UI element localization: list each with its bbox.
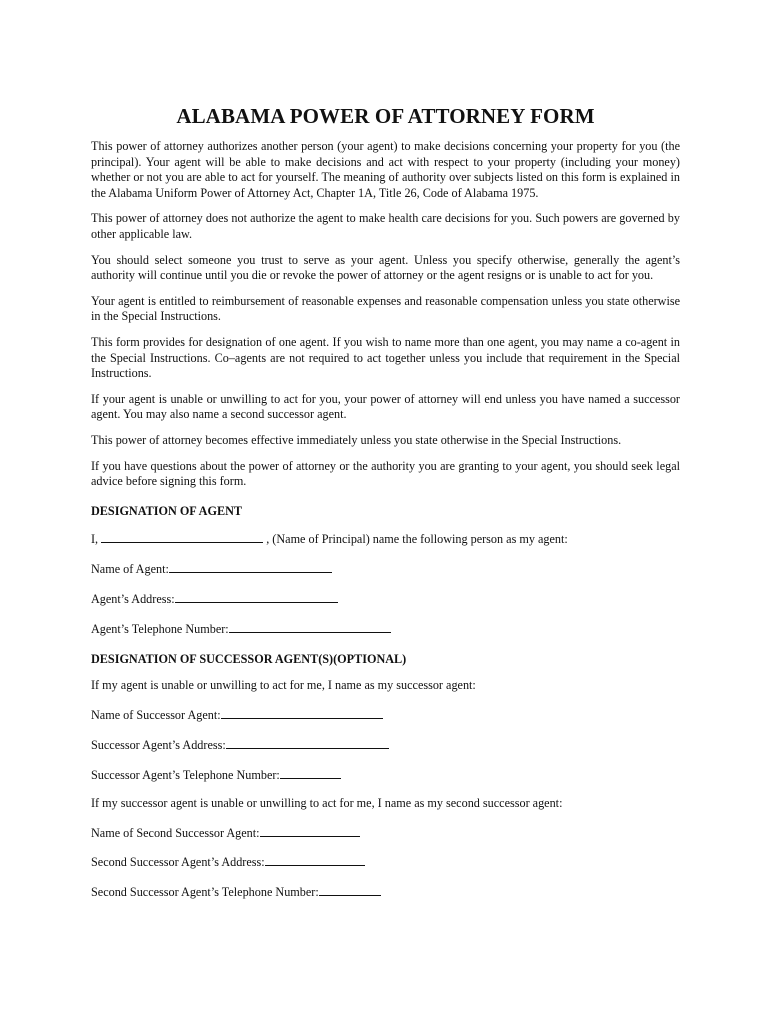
agent-phone-line xyxy=(91,620,680,638)
agent-phone-blank[interactable] xyxy=(229,620,391,633)
paragraph-effective: This power of attorney becomes effective immediately unless you state otherwise in the Special Instructions. xyxy=(91,432,622,447)
second-successor-name-label: Name of Second Successor Agent: xyxy=(91,825,260,840)
successor-intro: If my agent is unable or unwilling to act for me, I name as my successor agent: xyxy=(91,678,476,693)
successor-name-line xyxy=(91,706,680,724)
successor-name-blank[interactable] xyxy=(221,706,383,719)
second-successor-name-line xyxy=(91,824,680,842)
second-successor-name-blank[interactable] xyxy=(260,824,360,837)
agent-phone-label: Agent’s Telephone Number: xyxy=(91,621,229,636)
second-successor-address-label: Second Successor Agent’s Address: xyxy=(91,855,265,870)
paragraph-select-agent: You should select someone you trust to serve as your agent. Unless you specify otherwise, generally the agent’s authority will continue until you die or revoke the power of attorney or the agent resigns or is unable to act for you. xyxy=(91,252,680,283)
principal-line xyxy=(91,530,680,548)
agent-address-blank[interactable] xyxy=(175,590,338,603)
successor-address-blank[interactable] xyxy=(226,736,389,749)
successor-agent-heading: DESIGNATION OF SUCCESSOR AGENT(S)(OPTIONAL) xyxy=(91,651,407,666)
document-page xyxy=(91,104,680,913)
paragraph-intro: This power of attorney authorizes another person (your agent) to make decisions concerning your property for you (the principal). Your agent will be able to make decisions and act with respect to your property (including your money) whether or not you are able to act for yourself. The meaning of authority over subjects listed on this form is explained in the Alabama Uniform Power of Attorney Act, Chapter 1A, Title 26, Code of Alabama 1975. xyxy=(91,139,680,200)
second-successor-address-line xyxy=(91,853,680,871)
successor-phone-line xyxy=(91,766,680,784)
successor-phone-blank[interactable] xyxy=(280,766,341,779)
second-successor-address-blank[interactable] xyxy=(265,853,365,866)
agent-name-line xyxy=(91,560,680,578)
agent-address-label: Agent’s Address: xyxy=(91,592,175,607)
agent-name-label: Name of Agent: xyxy=(91,562,169,577)
paragraph-health-care: This power of attorney does not authorize the agent to make health care decisions for you. Such powers are governed by other applicable law. xyxy=(91,211,680,241)
principal-name-blank[interactable] xyxy=(101,530,263,543)
successor-phone-label: Successor Agent’s Telephone Number: xyxy=(91,767,280,782)
principal-suffix: , (Name of Principal) name the following person as my agent: xyxy=(266,532,568,547)
successor-address-line xyxy=(91,736,680,754)
successor-name-label: Name of Successor Agent: xyxy=(91,708,221,723)
second-successor-phone-line xyxy=(91,883,680,901)
second-successor-phone-blank[interactable] xyxy=(319,883,381,896)
paragraph-legal-advice: If you have questions about the power of attorney or the authority you are granting to your agent, you should seek legal advice before signing this form. xyxy=(91,458,680,489)
paragraph-co-agent: This form provides for designation of one agent. If you wish to name more than one agent, you may name a co-agent in the Special Instructions. Co–agents are not required to act together unless you include that requirement in the Special Instructions. xyxy=(91,334,680,381)
paragraph-reimbursement: Your agent is entitled to reimbursement of reasonable expenses and reasonable compensation unless you state otherwise in the Special Instructions. xyxy=(91,293,680,324)
document-title: ALABAMA POWER OF ATTORNEY FORM xyxy=(176,104,595,128)
designation-of-agent-heading: DESIGNATION OF AGENT xyxy=(91,503,243,518)
principal-prefix: I, xyxy=(91,532,99,547)
agent-address-line xyxy=(91,590,680,608)
second-successor-phone-label: Second Successor Agent’s Telephone Number: xyxy=(91,885,319,900)
paragraph-successor: If your agent is unable or unwilling to act for you, your power of attorney will end unless you have named a successor agent. You may also name a second successor agent. xyxy=(91,391,680,422)
agent-name-blank[interactable] xyxy=(169,560,332,573)
second-successor-intro: If my successor agent is unable or unwilling to act for me, I name as my second successor agent: xyxy=(91,795,563,810)
successor-address-label: Successor Agent’s Address: xyxy=(91,737,226,752)
